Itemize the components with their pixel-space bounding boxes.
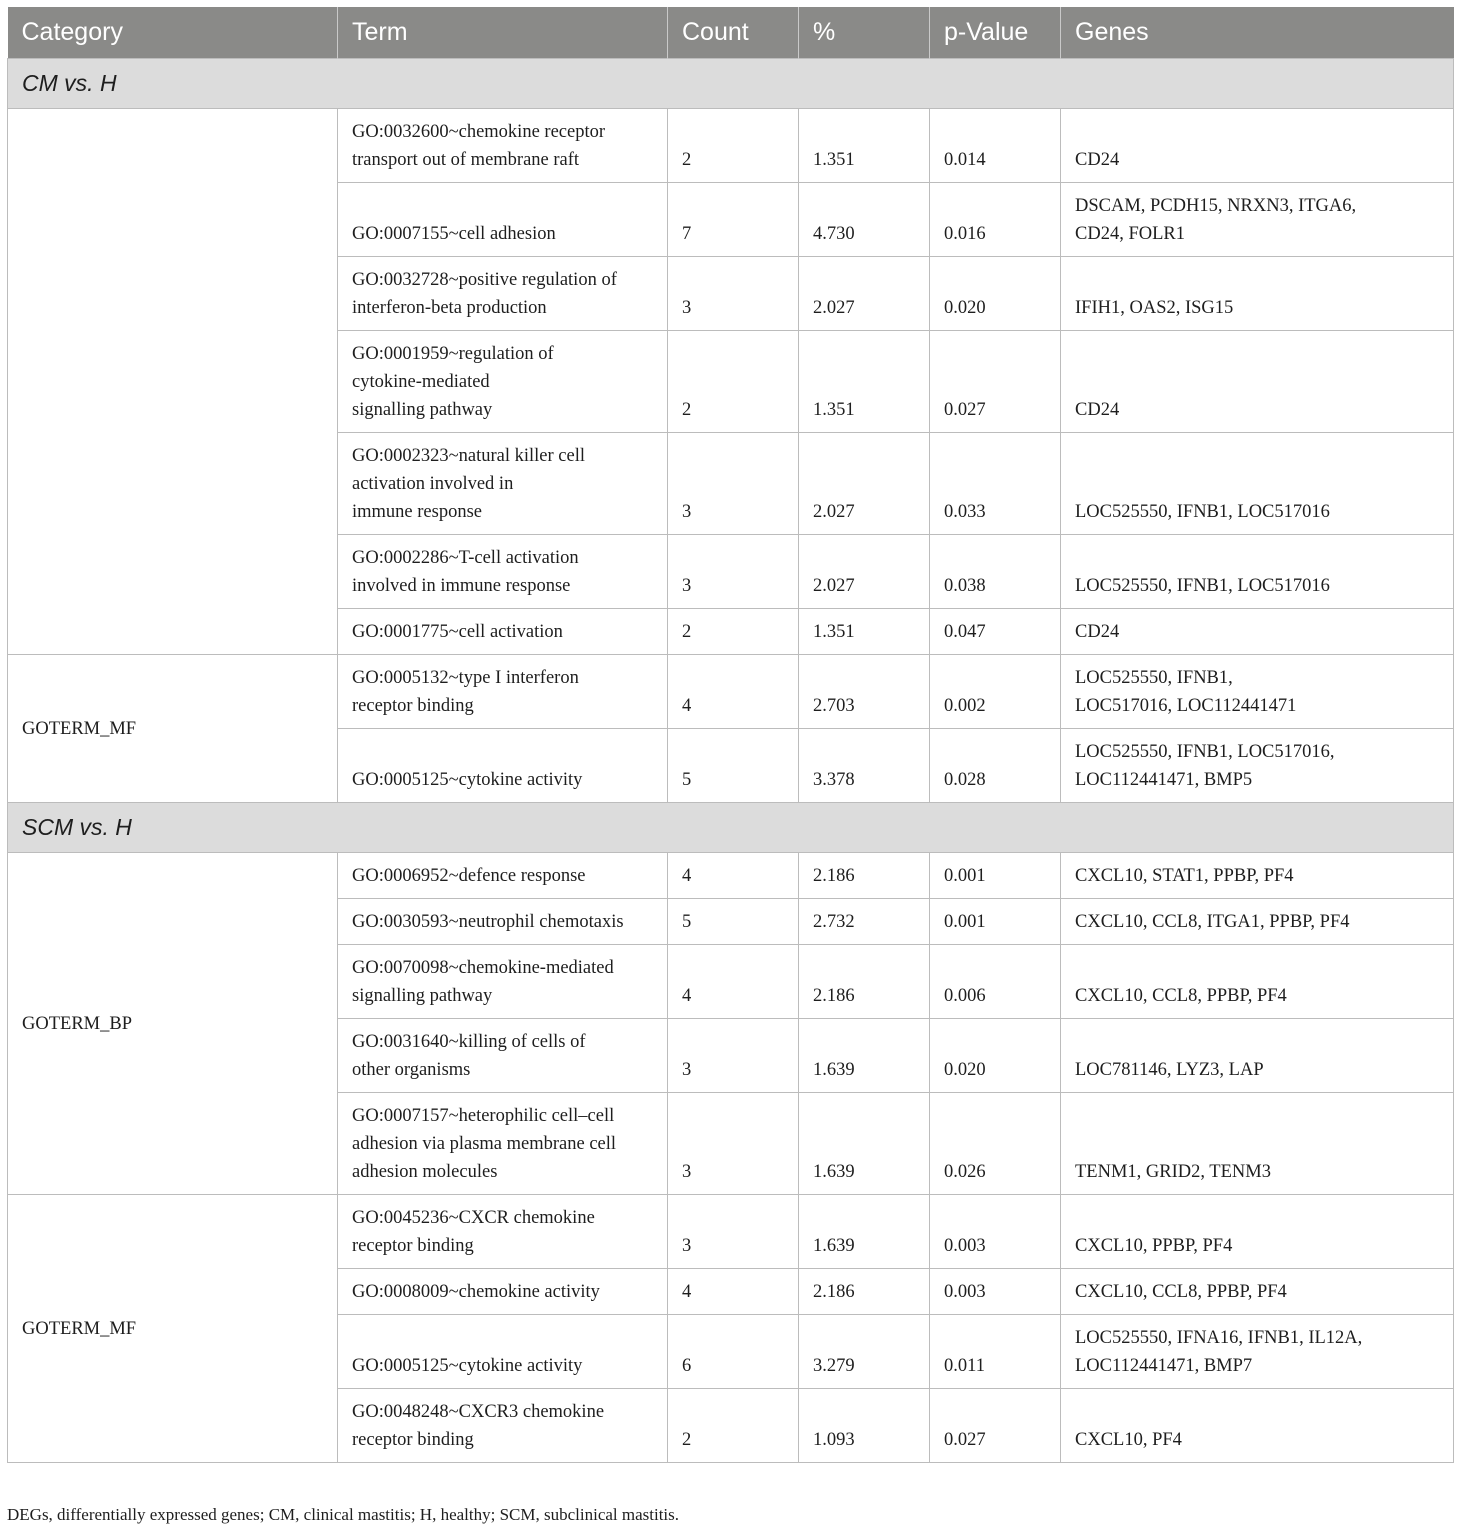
header-genes: Genes [1061,7,1454,59]
count-cell: 3 [668,257,799,331]
genes-cell: CD24 [1061,109,1454,183]
p-value-cell: 0.047 [930,609,1061,655]
genes-cell: CXCL10, CCL8, PPBP, PF4 [1061,945,1454,1019]
term-cell: GO:0045236~CXCR chemokine receptor binding [338,1195,668,1269]
percent-cell: 1.351 [799,331,930,433]
genes-cell: CXCL10, CCL8, PPBP, PF4 [1061,1269,1454,1315]
term-cell: GO:0005125~cytokine activity [338,1315,668,1389]
p-value-cell: 0.026 [930,1093,1061,1195]
term-cell: GO:0001959~regulation of cytokine-mediated signalling pathway [338,331,668,433]
percent-cell: 2.186 [799,853,930,899]
category-cell: GOTERM_MF [8,655,338,803]
percent-cell: 1.639 [799,1195,930,1269]
p-value-cell: 0.006 [930,945,1061,1019]
p-value-cell: 0.014 [930,109,1061,183]
term-cell: GO:0032600~chemokine receptor transport out of membrane raft [338,109,668,183]
percent-cell: 2.027 [799,433,930,535]
term-cell: GO:0002286~T-cell activation involved in immune response [338,535,668,609]
percent-cell: 3.279 [799,1315,930,1389]
section-row [8,803,1454,853]
count-cell: 3 [668,1019,799,1093]
category-cell: GOTERM_MF [8,1195,338,1463]
count-cell: 2 [668,1389,799,1463]
percent-cell: 4.730 [799,183,930,257]
header-row [8,7,1454,59]
header-percent: % [799,7,930,59]
header-category: Category [8,7,338,59]
genes-cell: CXCL10, CCL8, ITGA1, PPBP, PF4 [1061,899,1454,945]
percent-cell: 1.639 [799,1093,930,1195]
percent-cell: 2.027 [799,535,930,609]
percent-cell: 2.027 [799,257,930,331]
table-body [8,59,1454,1463]
genes-cell: IFIH1, OAS2, ISG15 [1061,257,1454,331]
genes-cell: CXCL10, PPBP, PF4 [1061,1195,1454,1269]
genes-cell: CD24 [1061,331,1454,433]
term-cell: GO:0030593~neutrophil chemotaxis [338,899,668,945]
p-value-cell: 0.016 [930,183,1061,257]
genes-cell: CD24 [1061,609,1454,655]
count-cell: 2 [668,609,799,655]
count-cell: 3 [668,433,799,535]
genes-cell: LOC525550, IFNB1, LOC517016, LOC112441471, BMP5 [1061,729,1454,803]
count-cell: 5 [668,899,799,945]
term-cell: GO:0002323~natural killer cell activation involved in immune response [338,433,668,535]
genes-cell: LOC525550, IFNB1, LOC517016, LOC112441471 [1061,655,1454,729]
genes-cell: DSCAM, PCDH15, NRXN3, ITGA6, CD24, FOLR1 [1061,183,1454,257]
genes-cell: LOC525550, IFNA16, IFNB1, IL12A, LOC112441471, BMP7 [1061,1315,1454,1389]
count-cell: 3 [668,535,799,609]
count-cell: 4 [668,945,799,1019]
section-row [8,59,1454,109]
count-cell: 3 [668,1195,799,1269]
percent-cell: 1.351 [799,109,930,183]
p-value-cell: 0.020 [930,257,1061,331]
category-cell [8,109,338,655]
genes-cell: CXCL10, STAT1, PPBP, PF4 [1061,853,1454,899]
p-value-cell: 0.027 [930,331,1061,433]
genes-cell: LOC525550, IFNB1, LOC517016 [1061,433,1454,535]
header-p-value: p-Value [930,7,1061,59]
count-cell: 4 [668,1269,799,1315]
term-cell: GO:0048248~CXCR3 chemokine receptor binding [338,1389,668,1463]
term-cell: GO:0001775~cell activation [338,609,668,655]
count-cell: 4 [668,853,799,899]
p-value-cell: 0.038 [930,535,1061,609]
percent-cell: 2.186 [799,1269,930,1315]
p-value-cell: 0.001 [930,853,1061,899]
p-value-cell: 0.033 [930,433,1061,535]
table-row [8,853,1454,899]
p-value-cell: 0.003 [930,1195,1061,1269]
percent-cell: 3.378 [799,729,930,803]
term-cell: GO:0032728~positive regulation of interferon-beta production [338,257,668,331]
genes-cell: LOC525550, IFNB1, LOC517016 [1061,535,1454,609]
count-cell: 2 [668,109,799,183]
table-row [8,1195,1454,1269]
p-value-cell: 0.027 [930,1389,1061,1463]
term-cell: GO:0070098~chemokine-mediated signalling pathway [338,945,668,1019]
term-cell: GO:0005125~cytokine activity [338,729,668,803]
p-value-cell: 0.028 [930,729,1061,803]
genes-cell: LOC781146, LYZ3, LAP [1061,1019,1454,1093]
percent-cell: 1.093 [799,1389,930,1463]
category-cell: GOTERM_BP [8,853,338,1195]
p-value-cell: 0.002 [930,655,1061,729]
p-value-cell: 0.011 [930,1315,1061,1389]
genes-cell: CXCL10, PF4 [1061,1389,1454,1463]
term-cell: GO:0031640~killing of cells of other organisms [338,1019,668,1093]
table-row [8,655,1454,729]
term-cell: GO:0007157~heterophilic cell–cell adhesion via plasma membrane cell adhesion molecules [338,1093,668,1195]
header-term: Term [338,7,668,59]
count-cell: 7 [668,183,799,257]
term-cell: GO:0005132~type I interferon receptor binding [338,655,668,729]
genes-cell: TENM1, GRID2, TENM3 [1061,1093,1454,1195]
section-title: CM vs. H [8,59,1454,109]
term-cell: GO:0007155~cell adhesion [338,183,668,257]
count-cell: 4 [668,655,799,729]
p-value-cell: 0.003 [930,1269,1061,1315]
p-value-cell: 0.020 [930,1019,1061,1093]
p-value-cell: 0.001 [930,899,1061,945]
term-cell: GO:0006952~defence response [338,853,668,899]
count-cell: 3 [668,1093,799,1195]
percent-cell: 2.732 [799,899,930,945]
count-cell: 6 [668,1315,799,1389]
percent-cell: 2.186 [799,945,930,1019]
header-count: Count [668,7,799,59]
percent-cell: 2.703 [799,655,930,729]
percent-cell: 1.351 [799,609,930,655]
table-footnote: DEGs, differentially expressed genes; CM, clinical mastitis; H, healthy; SCM, subclinical mastitis. [7,1505,680,1524]
count-cell: 5 [668,729,799,803]
section-title: SCM vs. H [8,803,1454,853]
table-row [8,109,1454,183]
percent-cell: 1.639 [799,1019,930,1093]
count-cell: 2 [668,331,799,433]
go-enrichment-table [7,7,1454,1463]
term-cell: GO:0008009~chemokine activity [338,1269,668,1315]
